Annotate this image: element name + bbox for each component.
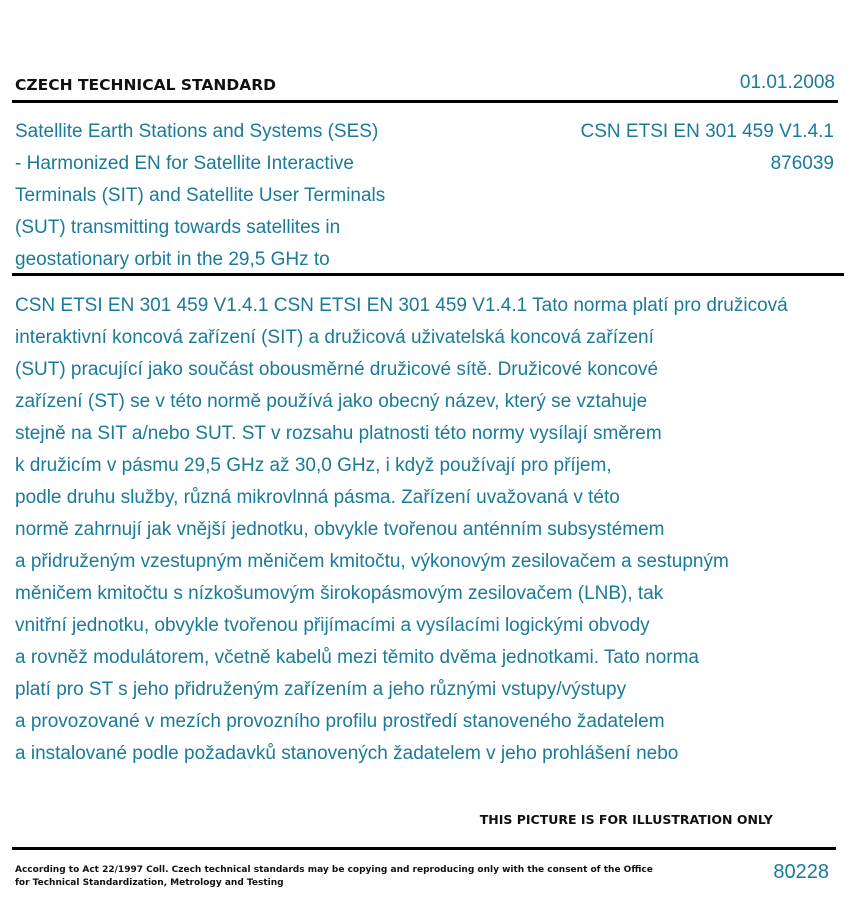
title-line: (SUT) transmitting towards satellites in [15,217,341,238]
standard-code: CSN ETSI EN 301 459 V1.4.1 [580,121,834,142]
abstract-line: podle druhu služby, různá mikrovlnná pásma. Zařízení uvažovaná v této [15,487,620,508]
abstract-line: a rovněž modulátorem, včetně kabelů mezi těmito dvěma jednotkami. Tato norma [15,647,699,668]
abstract-line: a provozované v mezích provozního profilu prostředí stanoveného žadatelem [15,711,665,732]
copyright-line: for Technical Standardization, Metrology and Testing [15,878,284,888]
title-line: geostationary orbit in the 29,5 GHz to [15,249,330,270]
title-line: - Harmonized EN for Satellite Interactive [15,153,354,174]
title-line: Satellite Earth Stations and Systems (SES) [15,121,379,142]
illustration-disclaimer: THIS PICTURE IS FOR ILLUSTRATION ONLY [479,812,773,827]
abstract-line: CSN ETSI EN 301 459 V1.4.1 CSN ETSI EN 301 459 V1.4.1 Tato norma platí pro družicová [15,295,788,316]
copyright-line: According to Act 22/1997 Coll. Czech technical standards may be copying and reproducing only with the consent of the Office [15,865,653,875]
abstract-line: a přidruženým vzestupným měničem kmitočtu, výkonovým zesilovačem a sestupným [15,551,729,572]
copyright-notice [15,864,653,890]
catalog-number: 876039 [770,153,834,174]
abstract-line: zařízení (ST) se v této normě používá jako obecný název, který se vztahuje [15,391,648,412]
abstract-line: vnitřní jednotku, obvykle tvořenou přijímacími a vysílacími logickými obvody [15,615,650,636]
document-type-label: CZECH TECHNICAL STANDARD [15,76,277,94]
abstract-line: interaktivní koncová zařízení (SIT) a družicová uživatelská koncová zařízení [15,327,654,348]
abstract-line: stejně na SIT a/nebo SUT. ST v rozsahu platnosti této normy vysílají směrem [15,423,662,444]
abstract-line: a instalované podle požadavků stanovených žadatelem v jeho prohlášení nebo [15,743,679,764]
abstract-line: normě zahrnují jak vnější jednotku, obvykle tvořenou anténním subsystémem [15,519,665,540]
abstract-line: (SUT) pracující jako součást obousměrné družicové sítě. Družicové koncové [15,359,659,380]
abstract-line: k družicím v pásmu 29,5 GHz až 30,0 GHz, i když používají pro příjem, [15,455,612,476]
abstract-line: měničem kmitočtu s nízkošumovým širokopásmovým zesilovačem (LNB), tak [15,583,664,604]
issue-date: 01.01.2008 [739,72,835,93]
document-code: 80228 [773,861,829,883]
standard-identifier [581,116,834,180]
standard-title [15,116,455,276]
title-line: Terminals (SIT) and Satellite User Terminals [15,185,386,206]
footer-divider [12,847,836,850]
title-divider [12,273,844,276]
abstract-line: platí pro ST s jeho přidruženým zařízením a jeho různými vstupy/výstupy [15,679,627,700]
header-divider [12,100,838,103]
abstract-text [15,290,865,770]
